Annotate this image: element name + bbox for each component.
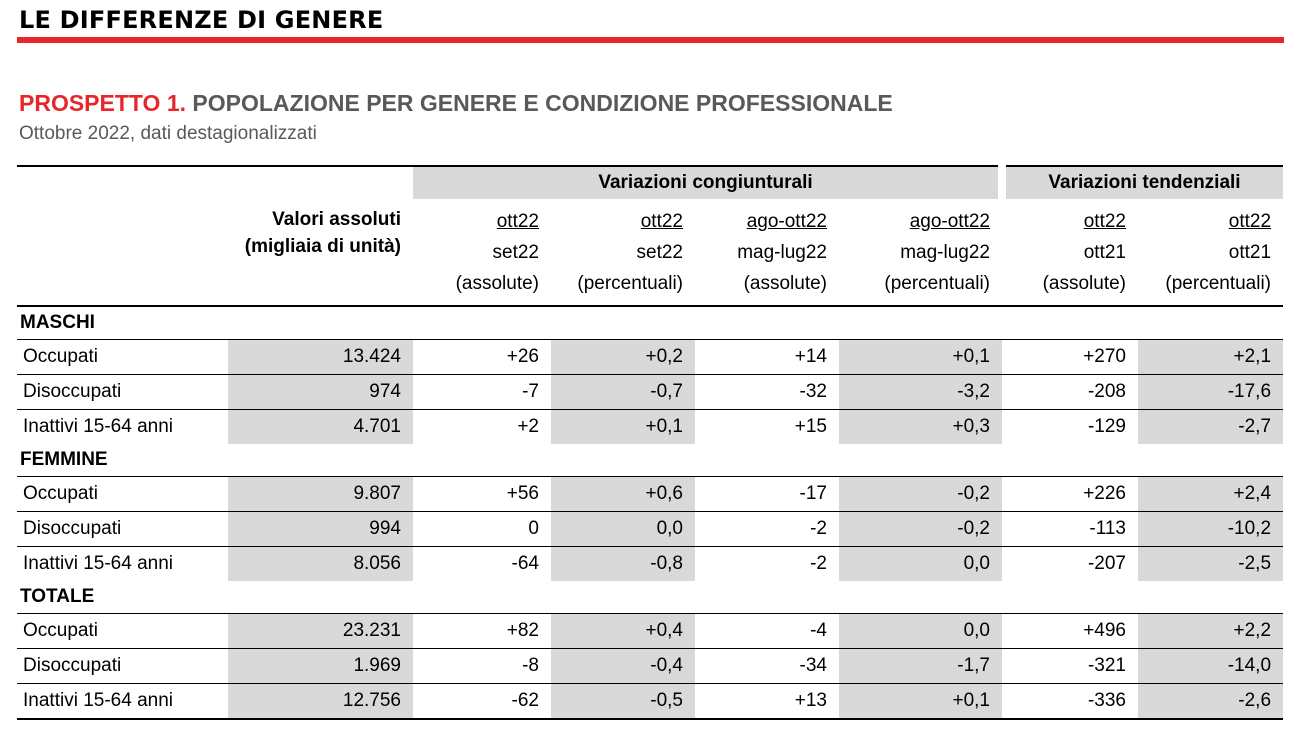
table-row [17,340,1283,375]
row-label: Inattivi 15-64 anni [17,684,228,720]
value-cell: -0,2 [839,477,1002,512]
col-head-line: (percentuali) [577,273,683,294]
group-congiunturali: Variazioni congiunturali [413,166,1002,200]
col-head-line: ott21 [1228,242,1272,263]
col-head-line: ago-ott22 [746,211,827,232]
value-cell: +0,6 [551,477,695,512]
col-head-line: Valori assoluti [272,208,401,230]
column-group-header [17,166,1283,200]
value-cell: -2 [695,512,839,547]
value-cell: -62 [413,684,551,720]
value-cell: -2 [695,547,839,582]
value-cell: +0,1 [551,410,695,445]
value-cell: -2,5 [1138,547,1283,582]
value-cell: 12.756 [228,684,413,720]
row-label: Occupati [17,614,228,649]
value-cell: +226 [1002,477,1138,512]
value-cell: +15 [695,410,839,445]
value-cell: 0,0 [839,547,1002,582]
value-cell: +56 [413,477,551,512]
section-header-row [17,306,1283,340]
page-title: LE DIFFERENZE DI GENERE [19,6,384,34]
row-label: Disoccupati [17,375,228,410]
value-cell: -64 [413,547,551,582]
col-head-line: set22 [636,242,683,263]
value-cell: -4 [695,614,839,649]
value-cell: -207 [1002,547,1138,582]
section-title: MASCHI [20,312,95,333]
value-cell: -2,7 [1138,410,1283,445]
col-head-absolute [228,200,413,307]
value-cell: -14,0 [1138,649,1283,684]
value-cell: 0,0 [839,614,1002,649]
col-head-c3 [695,200,839,307]
empty-cell [17,166,228,200]
value-cell: -0,2 [839,512,1002,547]
col-head-line: (assolute) [455,273,539,294]
row-label: Occupati [17,477,228,512]
table-row [17,410,1283,445]
value-cell: -3,2 [839,375,1002,410]
value-cell: +2 [413,410,551,445]
value-cell: 8.056 [228,547,413,582]
value-cell: +0,1 [839,340,1002,375]
section-header-row [17,444,1283,477]
row-label: Disoccupati [17,649,228,684]
value-cell: +13 [695,684,839,720]
section-title: FEMMINE [20,449,108,470]
value-cell: +496 [1002,614,1138,649]
population-table [17,165,1283,720]
value-cell: -10,2 [1138,512,1283,547]
value-cell: -7 [413,375,551,410]
value-cell: -0,4 [551,649,695,684]
col-head-line: ott22 [1228,211,1272,232]
value-cell: -17,6 [1138,375,1283,410]
value-cell: -113 [1002,512,1138,547]
value-cell: -336 [1002,684,1138,720]
col-head-line: (percentuali) [884,273,990,294]
value-cell: +14 [695,340,839,375]
value-cell: +2,2 [1138,614,1283,649]
col-head-line: mag-lug22 [900,242,990,263]
value-cell: +0,1 [839,684,1002,720]
column-header-row [17,200,1283,307]
table-title-text: POPOLAZIONE PER GENERE E CONDIZIONE PROFESSIONALE [192,90,893,116]
title-rule [17,37,1284,43]
table-title-lead: PROSPETTO 1. [19,90,187,116]
value-cell: +0,3 [839,410,1002,445]
group-tendenziali: Variazioni tendenziali [1002,166,1283,200]
row-label: Inattivi 15-64 anni [17,547,228,582]
row-label: Occupati [17,340,228,375]
table-row [17,684,1283,720]
table-row [17,614,1283,649]
table-row [17,512,1283,547]
table-row [17,477,1283,512]
value-cell: +0,4 [551,614,695,649]
col-head-line: set22 [492,242,539,263]
value-cell: +0,2 [551,340,695,375]
value-cell: +82 [413,614,551,649]
col-head-line: (migliaia di unità) [244,235,401,257]
value-cell: +2,4 [1138,477,1283,512]
value-cell: 994 [228,512,413,547]
value-cell: -321 [1002,649,1138,684]
table-subtitle: Ottobre 2022, dati destagionalizzati [19,123,317,144]
value-cell: -32 [695,375,839,410]
value-cell: 23.231 [228,614,413,649]
table-row [17,547,1283,582]
value-cell: +270 [1002,340,1138,375]
value-cell: -8 [413,649,551,684]
col-head-line: (assolute) [743,273,827,294]
value-cell: -1,7 [839,649,1002,684]
section-title: TOTALE [20,586,95,607]
value-cell: 0 [413,512,551,547]
value-cell: +26 [413,340,551,375]
col-head-line: ott22 [640,211,683,232]
col-head-line: ott22 [1083,211,1126,232]
value-cell: -0,8 [551,547,695,582]
empty-cell [17,200,228,307]
row-label: Disoccupati [17,512,228,547]
value-cell: -17 [695,477,839,512]
col-head-line: mag-lug22 [737,242,827,263]
table-title [19,90,893,117]
empty-cell [228,166,413,200]
value-cell: 974 [228,375,413,410]
col-head-line: (assolute) [1042,273,1126,294]
col-head-line: ago-ott22 [909,211,990,232]
value-cell: -208 [1002,375,1138,410]
col-head-c1 [413,200,551,307]
section-header-row [17,581,1283,614]
value-cell: +2,1 [1138,340,1283,375]
value-cell: -34 [695,649,839,684]
row-label: Inattivi 15-64 anni [17,410,228,445]
value-cell: 1.969 [228,649,413,684]
col-head-line: (percentuali) [1165,273,1272,294]
col-head-c6 [1138,200,1283,307]
col-head-c5 [1002,200,1138,307]
value-cell: -2,6 [1138,684,1283,720]
value-cell: -0,5 [551,684,695,720]
value-cell: 0,0 [551,512,695,547]
value-cell: -129 [1002,410,1138,445]
col-head-c4 [839,200,1002,307]
value-cell: 13.424 [228,340,413,375]
value-cell: 4.701 [228,410,413,445]
table-row [17,649,1283,684]
value-cell: 9.807 [228,477,413,512]
col-head-c2 [551,200,695,307]
col-head-line: ott22 [496,211,539,232]
col-head-line: ott21 [1083,242,1126,263]
value-cell: -0,7 [551,375,695,410]
table-row [17,375,1283,410]
